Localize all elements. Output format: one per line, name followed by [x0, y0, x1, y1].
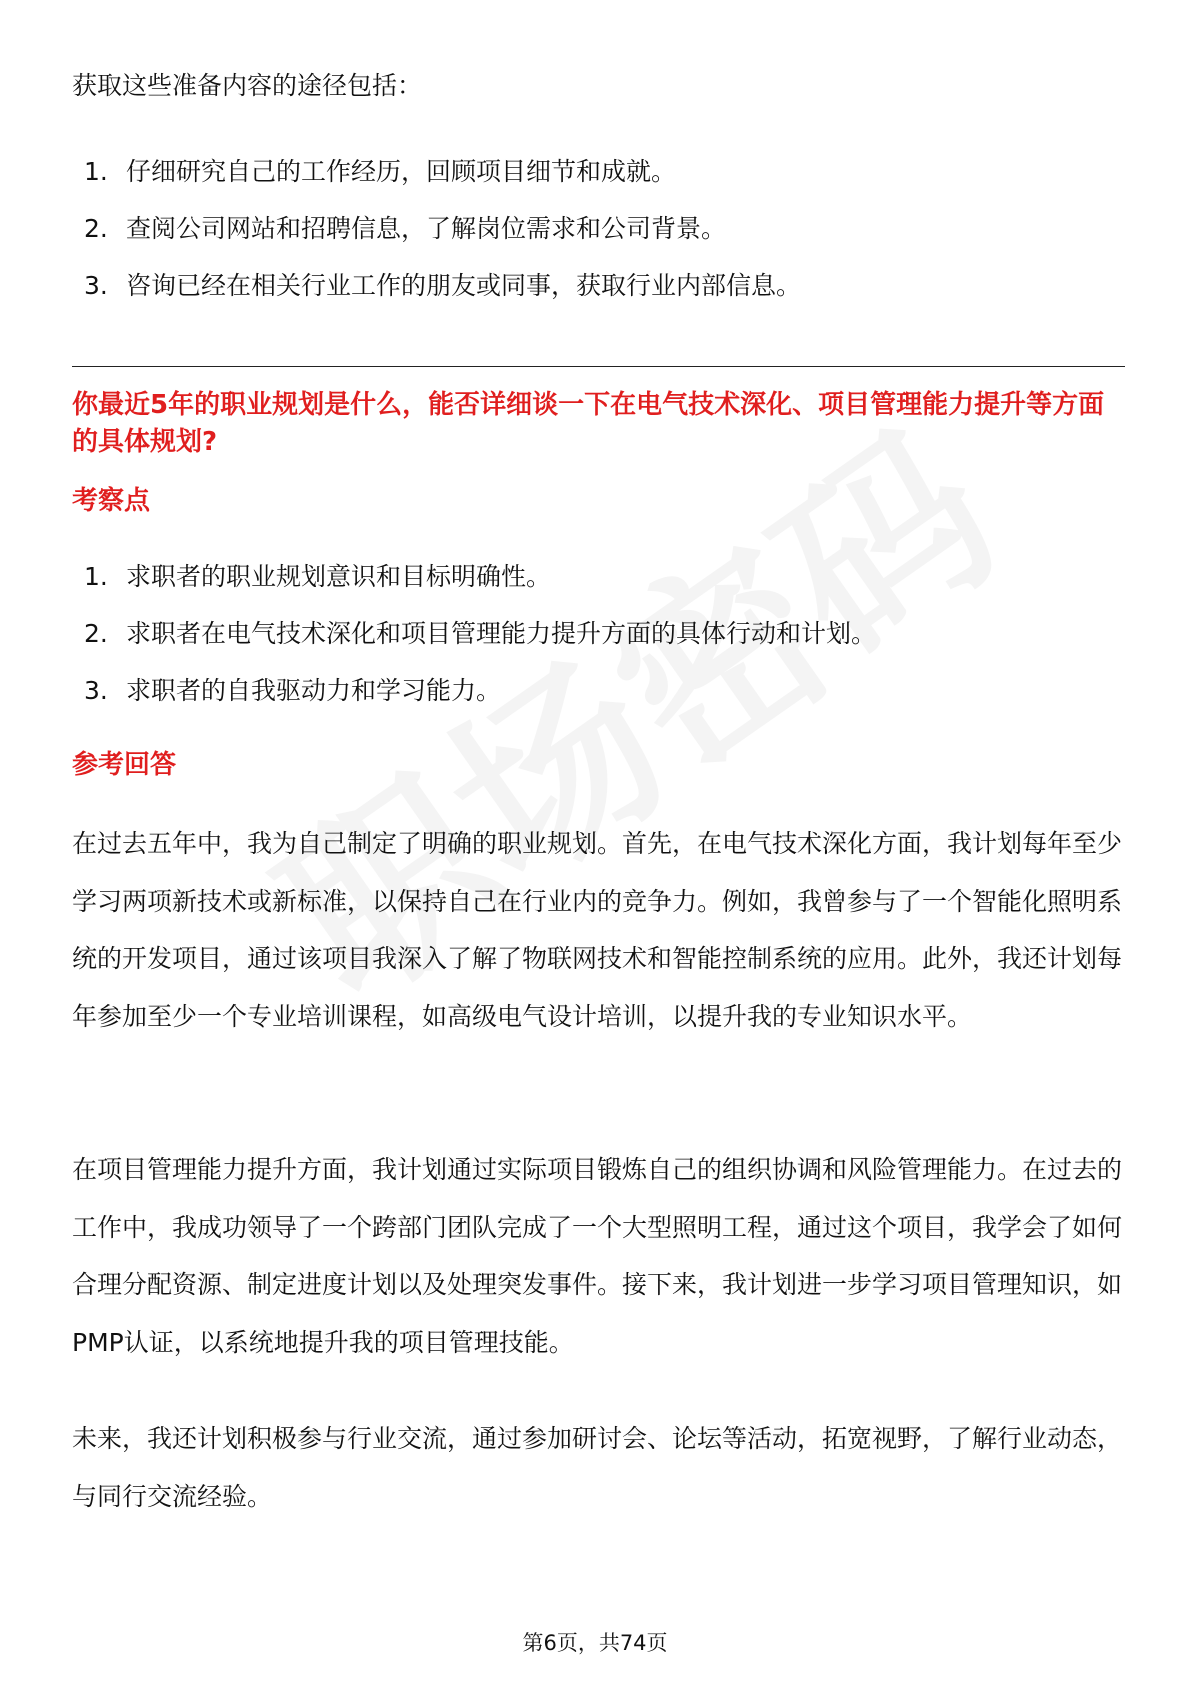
list-item-text: 仔细研究自己的工作经历，回顾项目细节和成就。: [126, 157, 677, 186]
list-number: 2.: [84, 619, 108, 648]
list-item: [84, 200, 1124, 257]
intro-text: 获取这些准备内容的途径包括：: [72, 71, 423, 100]
preparation-methods-list: [84, 143, 1124, 314]
page-number-footer: 第6页，共74页: [522, 1631, 668, 1655]
answer-paragraph: 在过去五年中，我为自己制定了明确的职业规划。首先，在电气技术深化方面，我计划每年至少学习两项新技术或新标准，以保持自己在行业内的竞争力。例如，我曾参与了一个智能化照明系统的开发项目，通过该项目我深入了解了物联网技术和智能控制系统的应用。此外，我还计划每年参加至少一个专业培训课程，如高级电气设计培训，以提升我的专业知识水平。: [72, 829, 1123, 1031]
answer-paragraph: 未来，我还计划积极参与行业交流，通过参加研讨会、论坛等活动，拓宽视野，了解行业动态，与同行交流经验。: [72, 1424, 1123, 1511]
list-item-text: 求职者在电气技术深化和项目管理能力提升方面的具体行动和计划。: [126, 619, 877, 648]
list-item-text: 查阅公司网站和招聘信息，了解岗位需求和公司背景。: [126, 214, 727, 243]
list-number: 1.: [84, 562, 108, 591]
list-number: 3.: [84, 271, 108, 300]
assessment-points-list: [84, 548, 1124, 719]
list-item-text: 求职者的职业规划意识和目标明确性。: [126, 562, 552, 591]
list-number: 2.: [84, 214, 108, 243]
assessment-points-heading: 考察点: [72, 486, 151, 516]
list-item: [84, 605, 1124, 662]
answer-paragraph: 在项目管理能力提升方面，我计划通过实际项目锻炼自己的组织协调和风险管理能力。在过去的工作中，我成功领导了一个跨部门团队完成了一个大型照明工程，通过这个项目，我学会了如何合理分配资源、制定进度计划以及处理突发事件。接下来，我计划进一步学习项目管理知识，如PMP认证，以系统地提升我的项目管理技能。: [72, 1155, 1123, 1357]
list-item: [84, 548, 1124, 605]
list-item: [84, 257, 1124, 314]
interview-question: 你最近5年的职业规划是什么，能否详细谈一下在电气技术深化、项目管理能力提升等方面的具体规划?: [72, 390, 1105, 457]
list-item: [84, 662, 1124, 719]
list-item-text: 咨询已经在相关行业工作的朋友或同事，获取行业内部信息。: [126, 271, 802, 300]
section-divider: [72, 366, 1125, 367]
reference-answer-heading: 参考回答: [72, 750, 177, 780]
list-number: 3.: [84, 676, 108, 705]
list-number: 1.: [84, 157, 108, 186]
list-item: [84, 143, 1124, 200]
list-item-text: 求职者的自我驱动力和学习能力。: [126, 676, 502, 705]
